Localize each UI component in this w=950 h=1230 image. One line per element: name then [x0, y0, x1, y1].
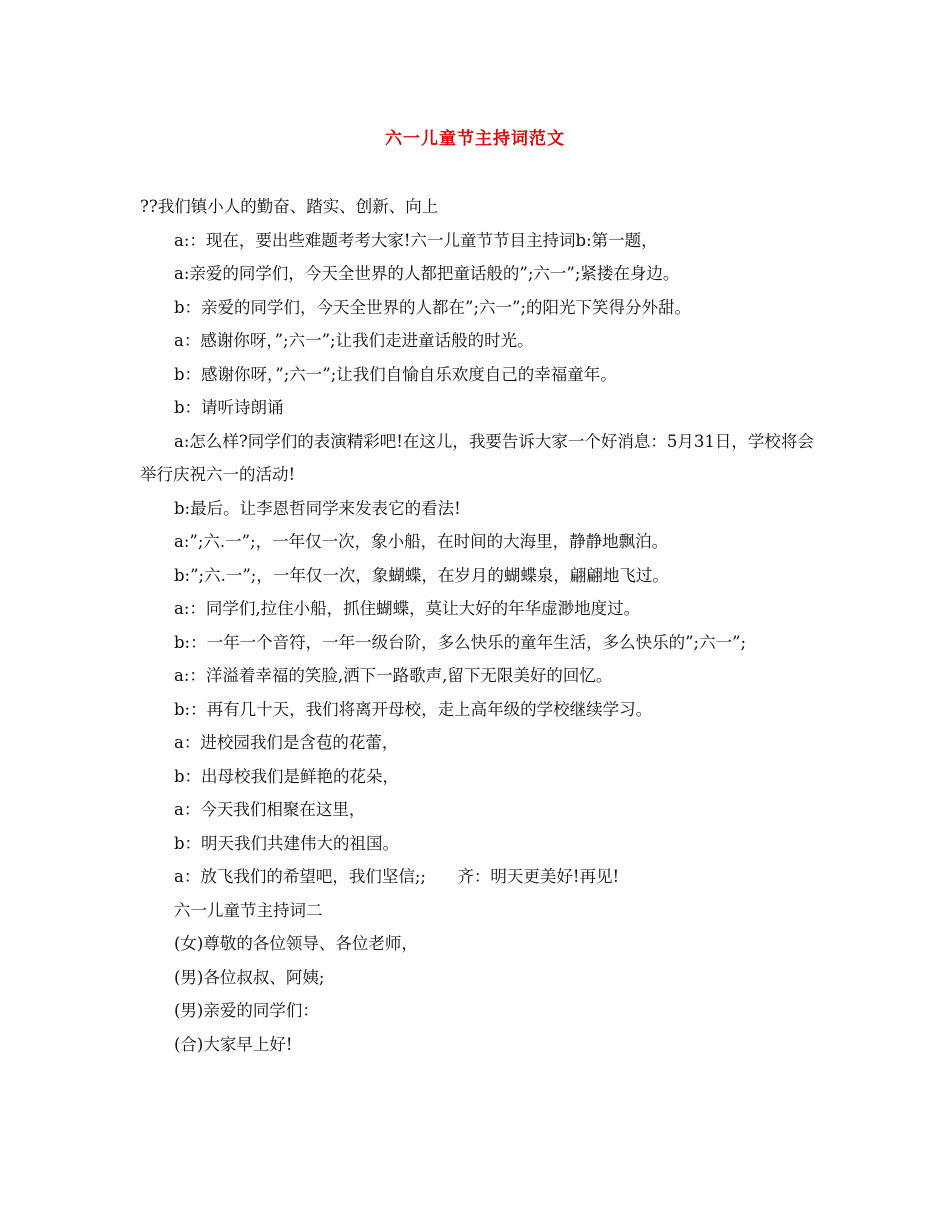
paragraph: a:亲爱的同学们，今天全世界的人都把童话般的”;六一”;紧搂在身边。 — [174, 264, 680, 283]
paragraph: a：今天我们相聚在这里， — [174, 800, 366, 819]
paragraph: a:怎么样?同学们的表演精彩吧!在这儿，我要告诉大家一个好消息：5月31日，学校将会举行庆祝六一的活动! — [140, 431, 814, 484]
paragraph: b：亲爱的同学们，今天全世界的人都在”;六一”;的阳光下笑得分外甜。 — [174, 297, 692, 317]
paragraph: b：明天我们共建伟大的祖国。 — [174, 833, 400, 853]
document-title: 六一儿童节主持词范文 — [385, 129, 565, 149]
paragraph: a:：现在，要出些难题考考大家!六一儿童节节目主持词b:第一题， — [174, 230, 658, 250]
paragraph: b：请听诗朗诵 — [174, 398, 284, 417]
paragraph: b:：一年一个音符，一年一级台阶，多么快乐的童年生活，多么快乐的”;六一”; — [174, 632, 747, 652]
document-body — [140, 190, 830, 1061]
paragraph: a：进校园我们是含苞的花蕾， — [174, 733, 399, 752]
paragraph: b：出母校我们是鲜艳的花朵， — [174, 766, 400, 786]
section-heading: 六一儿童节主持词二 — [174, 900, 323, 920]
paragraph: a:：同学们,拉住小船，抓住蝴蝶，莫让大好的年华虚渺地度过。 — [174, 599, 641, 618]
paragraph: a:：洋溢着幸福的笑脸,洒下一路歌声,留下无限美好的回忆。 — [174, 666, 613, 685]
paragraph: a:”;六.一”;，一年仅一次，象小船，在时间的大海里，静静地飘泊。 — [174, 532, 669, 551]
paragraph: a：感谢你呀，”;六一”;让我们走进童话般的时光。 — [174, 331, 534, 350]
paragraph: (女)尊敬的各位领导、各位老师， — [174, 934, 418, 953]
paragraph: a：放飞我们的希望吧，我们坚信;; 齐：明天更美好!再见! — [174, 867, 620, 886]
paragraph: (男)亲爱的同学们： — [174, 1001, 319, 1020]
paragraph: (男)各位叔叔、阿姨; — [174, 967, 325, 987]
paragraph: (合)大家早上好! — [174, 1034, 293, 1054]
paragraph: ??我们镇小人的勤奋、踏实、创新、向上 — [140, 197, 439, 216]
paragraph: b:最后。让李恩哲同学来发表它的看法! — [174, 498, 461, 518]
paragraph: b:”;六.一”;，一年仅一次，象蝴蝶，在岁月的蝴蝶泉，翩翩地飞过。 — [174, 565, 669, 585]
paragraph: b：感谢你呀，”;六一”;让我们自愉自乐欢度自己的幸福童年。 — [174, 364, 617, 384]
paragraph: b:：再有几十天，我们将离开母校，走上高年级的学校继续学习。 — [174, 699, 653, 719]
